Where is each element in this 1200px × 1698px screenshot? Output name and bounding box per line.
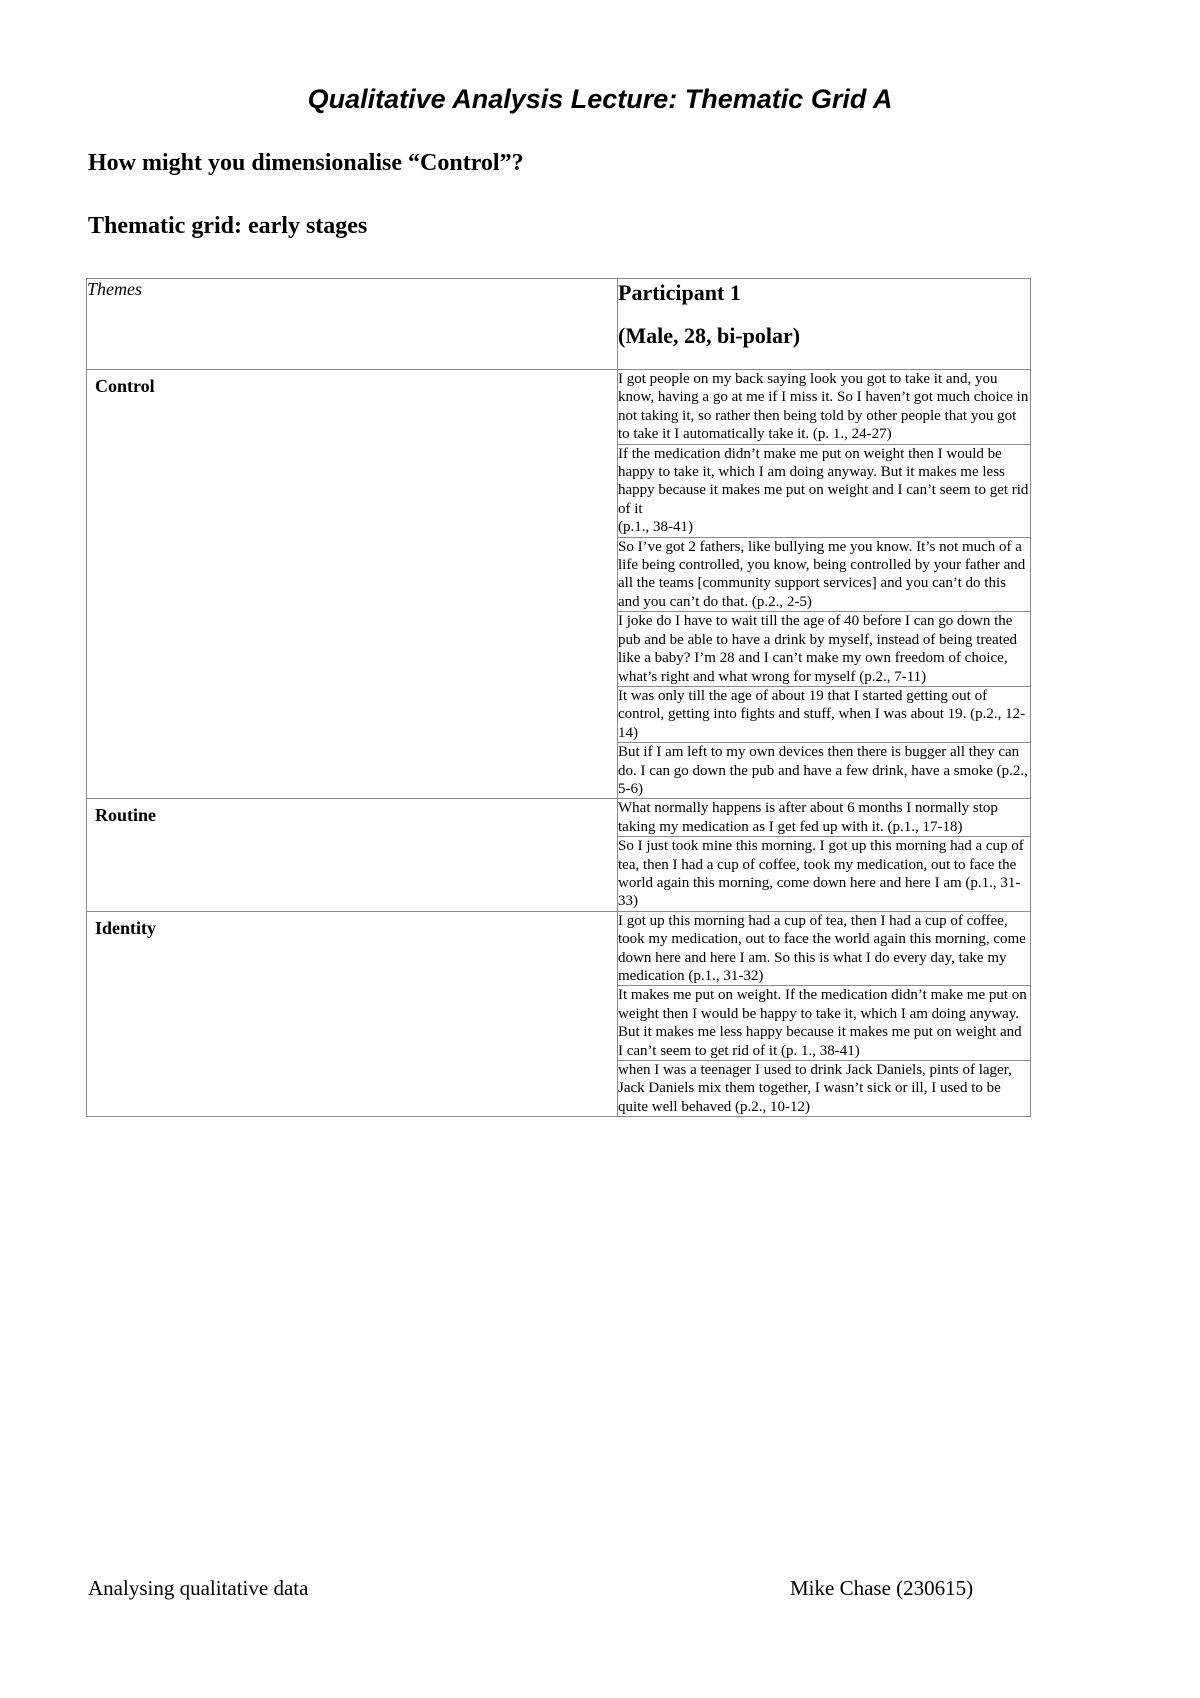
- quote-cell: when I was a teenager I used to drink Jack Daniels, pints of lager, Jack Daniels mix them together, I wasn’t sick or ill, I used to be quite well behaved (p.2., 10-12): [618, 1061, 1031, 1117]
- thematic-grid-table: [86, 278, 1031, 1117]
- quote-cell: What normally happens is after about 6 months I normally stop taking my medication as I get fed up with it. (p.1., 17-18): [618, 799, 1031, 837]
- participant-header-cell: [618, 279, 1031, 370]
- theme-name: Control: [95, 376, 155, 396]
- theme-cell: [87, 799, 618, 911]
- theme-name: Routine: [95, 805, 157, 826]
- theme-cell: [87, 911, 618, 1116]
- quote-cell: It was only till the age of about 19 that I started getting out of control, getting into fights and stuff, when I was about 19. (p.2., 12-14): [618, 686, 1031, 742]
- question-heading: How might you dimensionalise “Control”?: [88, 150, 524, 176]
- themes-header-cell: Themes: [87, 279, 618, 370]
- theme-name: Identity: [95, 917, 157, 938]
- quote-cell: I got up this morning had a cup of tea, then I had a cup of coffee, took my medication, out to face the world again this morning, come down here and here I am. So this is what I do every day, take my medication (p.1., 31-32): [618, 911, 1031, 986]
- grid-subtitle: Thematic grid: early stages: [88, 213, 368, 239]
- quote-cell: It makes me put on weight. If the medication didn’t make me put on weight then I would be happy to take it, which I am doing anyway. But it makes me less happy because it makes me put on weight and I can’t seem to get rid of it (p. 1., 38-41): [618, 986, 1031, 1061]
- footer-left: Analysing qualitative data: [88, 1576, 309, 1600]
- table-row: [87, 370, 1031, 445]
- table-header-row: [87, 279, 1031, 370]
- participant-details: (Male, 28, bi-polar): [618, 322, 801, 348]
- document-title: Qualitative Analysis Lecture: Thematic Grid A: [307, 84, 893, 114]
- table-row: [87, 911, 1031, 986]
- footer-right: Mike Chase (230615): [790, 1576, 974, 1600]
- quote-cell: I joke do I have to wait till the age of 40 before I can go down the pub and be able to have a drink by myself, instead of being treated like a baby? I’m 28 and I can’t make my own freedom of choice, what’s right and what wrong for myself (p.2., 7-11): [618, 612, 1031, 687]
- quote-cell: So I just took mine this morning. I got up this morning had a cup of tea, then I had a cup of coffee, took my medication, out to face the world again this morning, come down here and here I am (p.1., 31-33): [618, 837, 1031, 912]
- theme-cell: [87, 370, 618, 799]
- table-row: [87, 799, 1031, 837]
- quote-cell: But if I am left to my own devices then there is bugger all they can do. I can go down the pub and have a few drink, have a smoke (p.2., 5-6): [618, 743, 1031, 799]
- quote-cell: So I’ve got 2 fathers, like bullying me you know. It’s not much of a life being controlled, you know, being controlled by your father and all the teams [community support services] and you can’t do this and you can’t do that. (p.2., 2-5): [618, 537, 1031, 612]
- participant-name: Participant 1: [618, 280, 741, 305]
- quote-cell: If the medication didn’t make me put on weight then I would be happy to take it, which I am doing anyway. But it makes me less happy because it makes me put on weight and I can’t seem to get rid of it (p.1., 38-41): [618, 444, 1031, 537]
- quote-cell: I got people on my back saying look you got to take it and, you know, having a go at me if I miss it. So I haven’t got much choice in not taking it, so rather then being told by other people that you got to take it I automatically take it. (p. 1., 24-27): [618, 370, 1031, 445]
